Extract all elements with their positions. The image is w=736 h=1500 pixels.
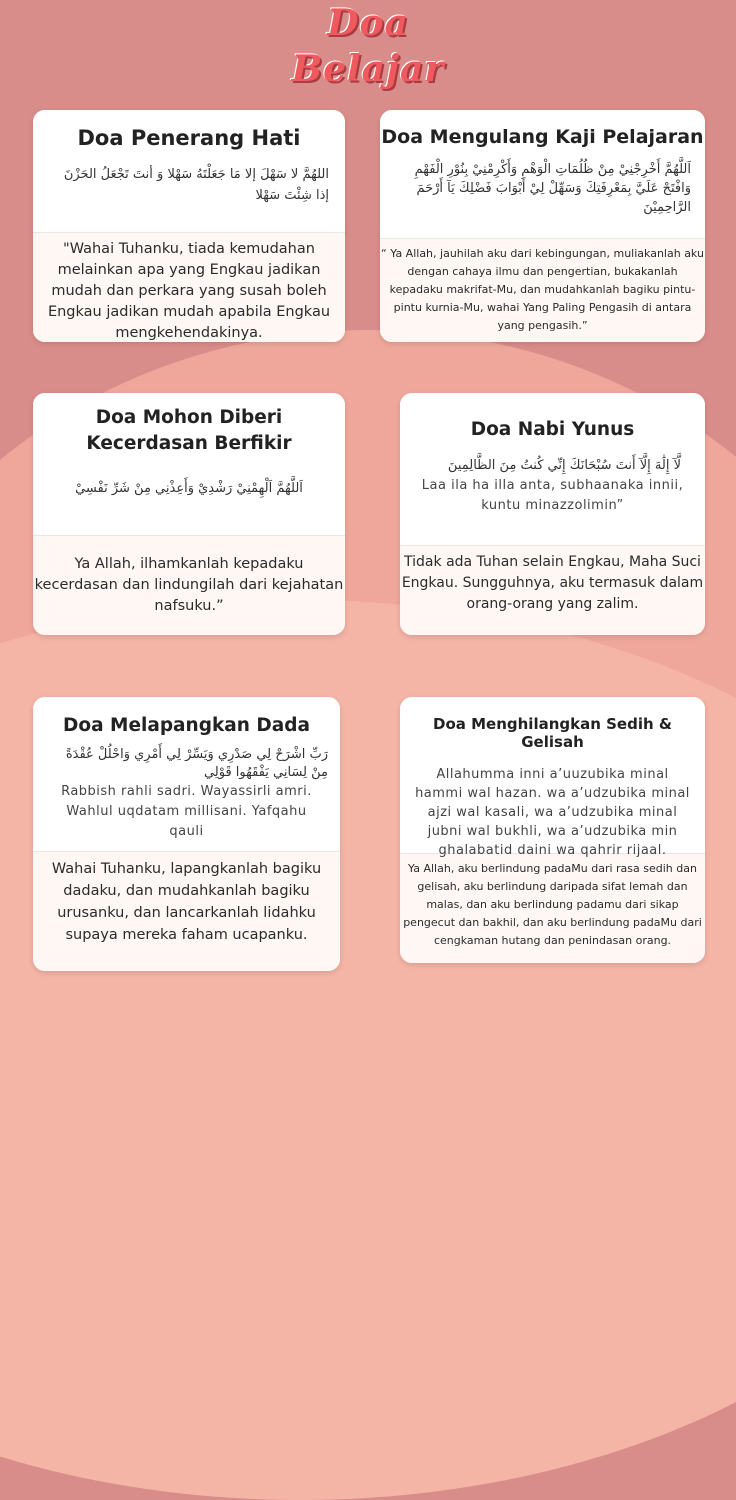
latin-transliteration: Rabbish rahli sadri. Wayassirli amri. Wahlul uqdatam millisani. Yafqahu qauli bbox=[61, 784, 312, 839]
arabic-text: اَللَّهُمَّ اَلْهِمْنِيْ رَشْدِيْ وَأَعِذْنِي مِنْ شَرِّ نَفْسِيْ bbox=[75, 481, 303, 496]
card-header bbox=[33, 697, 340, 851]
card-title: Doa Menghilangkan Sedih & Gelisah bbox=[433, 715, 672, 751]
arabic-text: لَّآ إِلَٰهَ إِلَّآ أَنتَ سُبْحَانَكَ إِنِّي كُنتُ مِنَ الظَّالِمِينَ bbox=[447, 458, 681, 473]
latin-transliteration: Allahumma inni a’uuzubika minal hammi wal hazan. wa a’udzubika minal ajzi wal kasali, wa a’udzubika minal jubni wal bukhli, wa a’udzubika min ghalabatid daini wa qahrir rijaal. bbox=[415, 767, 690, 858]
translation-text: Ya Allah, ilhamkanlah kepadaku kecerdasan dan lindungilah dari kejahatan nafsuku.” bbox=[33, 535, 345, 635]
translation-text: Ya Allah, aku berlindung padaMu dari rasa sedih dan gelisah, aku berlindung daripada sifat lemah dan malas, dan aku berlindung padamu dari sikap pengecut dan bakhil, dan aku berlindung padaMu dari cengkaman hutang dan penindasan orang. bbox=[400, 853, 705, 963]
card-header bbox=[380, 110, 705, 238]
card-doa-penerang-hati bbox=[33, 110, 345, 342]
translation-text: Tidak ada Tuhan selain Engkau, Maha Suci Engkau. Sungguhnya, aku termasuk dalam orang-orang yang zalim. bbox=[400, 545, 705, 635]
card-header bbox=[400, 393, 705, 545]
card-doa-kecerdasan bbox=[33, 393, 345, 635]
card-title-line2: Kecerdasan Berfikir bbox=[86, 433, 292, 454]
card-header bbox=[33, 110, 345, 232]
card-header bbox=[400, 697, 705, 858]
card-doa-sedih-gelisah bbox=[400, 697, 705, 963]
page-title-line2: Belajar bbox=[291, 48, 445, 90]
page-title-line1: Doa bbox=[327, 2, 409, 44]
card-title: Doa Penerang Hati bbox=[77, 126, 301, 150]
card-title-line1: Doa Mohon Diberi bbox=[95, 407, 283, 428]
translation-text: “ Ya Allah, jauhilah aku dari kebingungan, muliakanlah aku dengan cahaya ilmu dan pengertian, bukakanlah kepadaku makrifat-Mu, dan mudahkanlah bagiku pintu-pintu kurnia-Mu, wahai Yang Paling Pengasih di antara yang pengasih.” bbox=[380, 238, 705, 342]
card-doa-melapangkan-dada bbox=[33, 697, 340, 971]
card-title bbox=[33, 393, 345, 457]
translation-text: Wahai Tuhanku, lapangkanlah bagiku dadaku, dan mudahkanlah bagiku urusanku, dan lancarkanlah lidahku supaya mereka faham ucapanku. bbox=[33, 851, 340, 971]
latin-transliteration: Laa ila ha illa anta, subhaanaka innii, kuntu minazzolimin” bbox=[421, 478, 684, 513]
card-header bbox=[33, 393, 345, 535]
card-title: Doa Nabi Yunus bbox=[470, 419, 635, 440]
card-title: Doa Mengulang Kaji Pelajaran bbox=[381, 126, 704, 148]
card-doa-mengulang-kaji bbox=[380, 110, 705, 342]
translation-text: "Wahai Tuhanku, tiada kemudahan melainkan apa yang Engkau jadikan mudah dan perkara yang susah boleh Engkau jadikan mudah apabila Engkau mengkehendakinya. bbox=[33, 232, 345, 342]
card-title: Doa Melapangkan Dada bbox=[63, 715, 310, 736]
arabic-text: رَبِّ اشْرَحْ لِي صَدْرِي وَيَسِّرْ لِي أَمْرِي وَاحْلُلْ عُقْدَةً مِنْ لِسَانِي يَفْقَهُوا قَوْلِي bbox=[65, 747, 328, 780]
arabic-text: اللهُمَّ لا سَهْلَ إلا مَا جَعَلْتَهُ سَهْلا وَ أنتَ تَجْعَلُ الحَزْنَ إذا شِئْتَ سَهْلا bbox=[63, 167, 329, 203]
arabic-text: اَللَّهُمَّ أَخْرِجْنِيْ مِنْ ظُلُمَاتِ الْوَهْمِ وَأَكْرِمْنِيْ بِنُوْرِ الْفَهْمِ وَافْتَحْ عَلَيَّ بِمَعْرِفَتِكَ وَسَهِّلْ لِيْ أَبْوَابَ فَضْلِكَ يَآ أَرْحَمَ الرَّاحِمِيْنَ bbox=[414, 162, 691, 215]
card-doa-nabi-yunus bbox=[400, 393, 705, 635]
